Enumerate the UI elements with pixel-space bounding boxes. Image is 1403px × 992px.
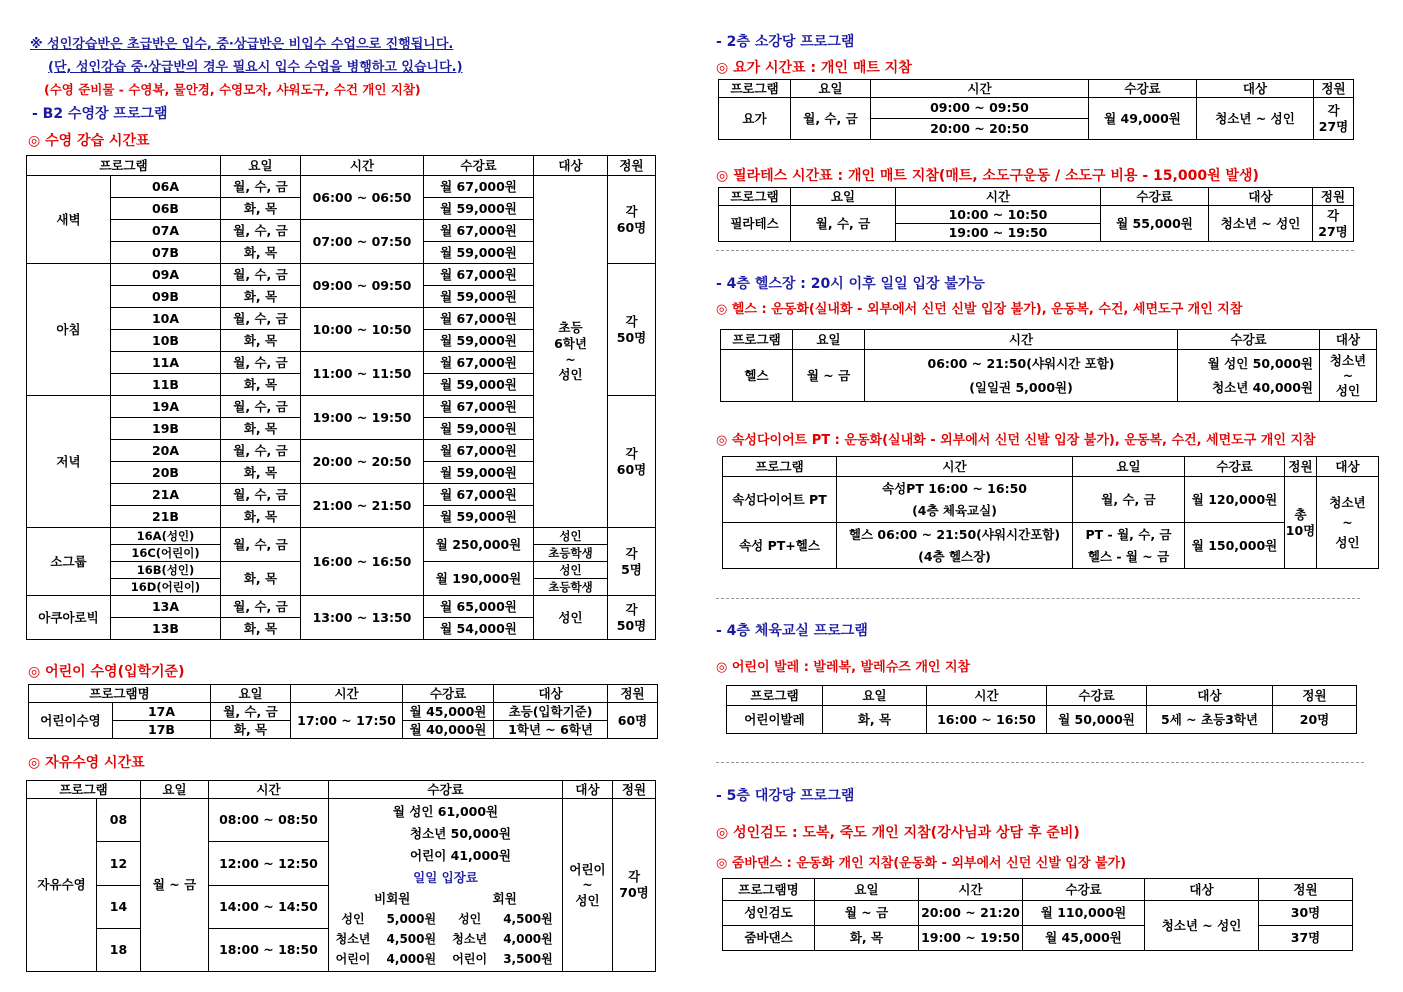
gym-title: ◎ 헬스 : 운동화(실내화 - 외부에서 신던 신발 입장 불가), 운동복, 수건, 세면도구 개인 지참 xyxy=(716,302,1243,317)
th-program: 프로그램명 xyxy=(723,879,815,901)
class-fee: 월 67,000원 xyxy=(424,396,534,418)
class-day: 월, 수, 금 xyxy=(211,703,291,721)
th-fee: 수강료 xyxy=(1178,330,1320,350)
th-program: 프로그램 xyxy=(27,781,141,799)
free-fee-cell xyxy=(329,799,563,972)
th-day: 요일 xyxy=(221,156,301,176)
class-fee: 월 67,000원 xyxy=(424,484,534,506)
th-day: 요일 xyxy=(791,188,896,206)
class-day: 월, 수, 금 xyxy=(221,484,301,506)
swim-table xyxy=(26,155,656,640)
program-name: 자유수영 xyxy=(27,799,97,972)
th-day: 요일 xyxy=(823,686,927,706)
th-fee: 수강료 xyxy=(1089,80,1197,98)
program-name: 속성다이어트 PT xyxy=(723,477,837,523)
class-code: 17B xyxy=(113,721,211,739)
daily-cell: 3,500원 xyxy=(503,952,553,966)
daily-head-nonmember: 비회원 xyxy=(374,891,411,906)
th-cap: 정원 xyxy=(1313,188,1354,206)
th-time: 시간 xyxy=(291,685,403,703)
group-evening: 저녁 xyxy=(27,396,111,528)
b2-title: - B2 수영장 프로그램 xyxy=(32,106,168,122)
fee-child: 어린이 41,000원 xyxy=(410,848,511,863)
class-fee: 월 59,000원 xyxy=(424,418,534,440)
group-aqua: 아쿠아로빅 xyxy=(27,596,111,640)
class-day: 화, 목 xyxy=(221,330,301,352)
class-fee: 월 110,000원 xyxy=(1023,901,1145,926)
yoga-table xyxy=(718,79,1354,140)
th-target: 대상 xyxy=(563,781,613,799)
class-time: 21:00 ~ 21:50 xyxy=(301,484,424,528)
divider xyxy=(716,598,1360,599)
program-name: 요가 xyxy=(719,98,791,140)
ballet-table xyxy=(726,685,1357,734)
pt-table xyxy=(722,456,1379,569)
class-day: 월, 수, 금 xyxy=(221,264,301,286)
group-morning: 아침 xyxy=(27,264,111,396)
class-cap: 30명 xyxy=(1259,901,1353,926)
th-program: 프로그램 xyxy=(27,156,221,176)
class-cap: 37명 xyxy=(1259,926,1353,951)
class-day: 월, 수, 금 xyxy=(791,206,896,242)
class-code: 09A xyxy=(111,264,221,286)
class-time: 09:00 ~ 09:50 xyxy=(871,98,1089,119)
th-cap: 정원 xyxy=(1314,80,1354,98)
class-target: 청소년 ~ 성인 xyxy=(1145,901,1259,951)
daily-cell: 성인 xyxy=(458,912,482,926)
th-fee: 수강료 xyxy=(1185,457,1285,477)
th-target: 대상 xyxy=(1197,80,1314,98)
class-fee: 월 150,000원 xyxy=(1185,523,1285,569)
class-fee: 월 250,000원 xyxy=(424,528,534,562)
class-time: 17:00 ~ 17:50 xyxy=(291,703,403,739)
class-day: 월, 수, 금 xyxy=(221,396,301,418)
program-name: 속성 PT+헬스 xyxy=(723,523,837,569)
class-fee: 월 67,000원 xyxy=(424,176,534,198)
class-time: 08:00 ~ 08:50 xyxy=(209,799,329,842)
class-fee: 월 67,000원 xyxy=(424,440,534,462)
class-cap: 60명 xyxy=(608,703,658,739)
class-cap: 각 27명 xyxy=(1314,98,1354,140)
class-fee: 월 59,000원 xyxy=(424,242,534,264)
group-small: 소그룹 xyxy=(27,528,111,596)
class-time: 16:00 ~ 16:50 xyxy=(927,706,1047,734)
th-cap: 정원 xyxy=(1285,457,1317,477)
th-day: 요일 xyxy=(793,330,865,350)
class-code: 16A(성인) xyxy=(111,528,221,545)
program-name: 성인검도 xyxy=(723,901,815,926)
class-time: 헬스 06:00 ~ 21:50(샤워시간포함) (4층 헬스장) xyxy=(837,523,1073,569)
class-target: 청소년 ~ 성인 xyxy=(1317,477,1379,569)
group-dawn: 새벽 xyxy=(27,176,111,264)
th-day: 요일 xyxy=(1073,457,1185,477)
cap-small: 각 5명 xyxy=(608,528,656,596)
th-day: 요일 xyxy=(211,685,291,703)
class-day: 월, 수, 금 xyxy=(221,352,301,374)
class-time: 19:00 ~ 19:50 xyxy=(896,224,1101,242)
class-fee: 월 59,000원 xyxy=(424,286,534,308)
class-target: 청소년 ~ 성인 xyxy=(1197,98,1314,140)
class-code: 16D(어린이) xyxy=(111,579,221,596)
class-code: 19B xyxy=(111,418,221,440)
th-program: 프로그램 xyxy=(723,457,837,477)
th-day: 요일 xyxy=(815,879,919,901)
class-time: 18:00 ~ 18:50 xyxy=(209,928,329,971)
class-fee: 월 67,000원 xyxy=(424,264,534,286)
th-fee: 수강료 xyxy=(1101,188,1209,206)
th-target: 대상 xyxy=(1317,457,1379,477)
class-fee: 월 67,000원 xyxy=(424,352,534,374)
class-fee: 월 59,000원 xyxy=(424,374,534,396)
class-time: 20:00 ~ 20:50 xyxy=(301,440,424,484)
th-target: 대상 xyxy=(494,685,608,703)
th-program: 프로그램명 xyxy=(29,685,211,703)
th-fee: 수강료 xyxy=(424,156,534,176)
class-cap: 20명 xyxy=(1273,706,1357,734)
class-fee: 월 120,000원 xyxy=(1185,477,1285,523)
kids-title: ◎ 어린이 수영(입학기준) xyxy=(28,664,185,680)
class-code: 06B xyxy=(111,198,221,220)
daily-cell: 어린이 xyxy=(335,952,371,966)
class-fee: 월 45,000원 xyxy=(403,703,494,721)
class-day: 월 ~ 금 xyxy=(815,901,919,926)
class-day: 월, 수, 금 xyxy=(221,528,301,562)
program-name: 헬스 xyxy=(721,350,793,402)
f4b-title: - 4층 체육교실 프로그램 xyxy=(716,623,868,639)
class-time: 10:00 ~ 10:50 xyxy=(896,206,1101,224)
cap-dawn: 각 60명 xyxy=(608,176,656,264)
class-time: 16:00 ~ 16:50 xyxy=(301,528,424,596)
class-day: 월, 수, 금 xyxy=(221,596,301,618)
class-fee: 월 190,000원 xyxy=(424,562,534,596)
free-target: 어린이 ~ 성인 xyxy=(563,799,613,972)
class-cap: 총 10명 xyxy=(1285,477,1317,569)
class-target: 성인 xyxy=(534,562,608,579)
gym-table xyxy=(720,329,1377,402)
class-target: 1학년 ~ 6학년 xyxy=(494,721,608,739)
class-fee: 월 65,000원 xyxy=(424,596,534,618)
f5-table xyxy=(722,878,1353,951)
daily-cell: 4,500원 xyxy=(503,912,553,926)
class-day: 월, 수, 금 xyxy=(221,220,301,242)
class-day: 화, 목 xyxy=(221,242,301,264)
th-fee: 수강료 xyxy=(1047,686,1147,706)
divider xyxy=(716,762,1364,763)
pil-table xyxy=(718,187,1354,242)
th-cap: 정원 xyxy=(1259,879,1353,901)
class-target: 초등(입학기준) xyxy=(494,703,608,721)
cap-aqua: 각 50명 xyxy=(608,596,656,640)
class-day: 화, 목 xyxy=(221,418,301,440)
class-code: 12 xyxy=(97,842,141,885)
zumba-title: ◎ 줌바댄스 : 운동화 개인 지참(운동화 - 외부에서 신던 신발 입장 불가) xyxy=(716,856,1127,871)
class-day: 월, 수, 금 xyxy=(791,98,871,140)
class-time: 19:00 ~ 19:50 xyxy=(919,926,1023,951)
th-cap: 정원 xyxy=(613,781,656,799)
class-fee: 월 59,000원 xyxy=(424,198,534,220)
daily-cell: 4,000원 xyxy=(386,952,437,966)
class-code: 07A xyxy=(111,220,221,242)
th-time: 시간 xyxy=(896,188,1101,206)
th-day: 요일 xyxy=(141,781,209,799)
kendo-title: ◎ 성인검도 : 도복, 죽도 개인 지참(강사님과 상담 후 준비) xyxy=(716,825,1080,841)
daily-cell: 청소년 xyxy=(335,932,371,946)
class-day: 화, 목 xyxy=(221,286,301,308)
class-code: 14 xyxy=(97,885,141,928)
th-time: 시간 xyxy=(871,80,1089,98)
class-time: 20:00 ~ 20:50 xyxy=(871,119,1089,140)
f4-title: - 4층 헬스장 : 20시 이후 일일 입장 불가능 xyxy=(716,276,985,292)
class-code: 13A xyxy=(111,596,221,618)
class-fee: 월 40,000원 xyxy=(403,721,494,739)
class-target: 성인 xyxy=(534,596,608,640)
swim-title: ◎ 수영 강습 시간표 xyxy=(28,133,150,149)
note-line2: (단, 성인강습 중·상급반의 경우 필요시 입수 수업을 병행하고 있습니다.) xyxy=(48,60,463,75)
class-day: 화, 목 xyxy=(815,926,919,951)
class-day: 화, 목 xyxy=(823,706,927,734)
th-time: 시간 xyxy=(837,457,1073,477)
cap-morning: 각 50명 xyxy=(608,264,656,396)
divider xyxy=(716,250,1354,251)
class-code: 19A xyxy=(111,396,221,418)
class-time: 20:00 ~ 21:20 xyxy=(919,901,1023,926)
class-fee: 월 67,000원 xyxy=(424,220,534,242)
class-day: 월, 수, 금 xyxy=(1073,477,1185,523)
f5-title: - 5층 대강당 프로그램 xyxy=(716,788,855,804)
class-code: 18 xyxy=(97,928,141,971)
class-time: 06:00 ~ 06:50 xyxy=(301,176,424,220)
th-time: 시간 xyxy=(865,330,1178,350)
class-day: 월 ~ 금 xyxy=(793,350,865,402)
class-fee: 월 54,000원 xyxy=(424,618,534,640)
class-target: 초등학생 xyxy=(534,579,608,596)
th-time: 시간 xyxy=(209,781,329,799)
class-code: 16C(어린이) xyxy=(111,545,221,562)
free-table xyxy=(26,780,656,972)
fee-adult: 월 성인 61,000원 xyxy=(392,804,499,819)
class-target: 청소년 ~ 성인 xyxy=(1209,206,1313,242)
class-time: 13:00 ~ 13:50 xyxy=(301,596,424,640)
th-cap: 정원 xyxy=(608,156,656,176)
class-time: 19:00 ~ 19:50 xyxy=(301,396,424,440)
th-fee: 수강료 xyxy=(403,685,494,703)
daily-cell: 4,500원 xyxy=(386,932,437,946)
th-fee: 수강료 xyxy=(329,781,563,799)
th-fee: 수강료 xyxy=(1023,879,1145,901)
kids-table xyxy=(28,684,658,739)
class-fee: 월 49,000원 xyxy=(1089,98,1197,140)
class-day: 화, 목 xyxy=(221,562,301,596)
th-program: 프로그램 xyxy=(721,330,793,350)
class-code: 17A xyxy=(113,703,211,721)
th-target: 대상 xyxy=(534,156,608,176)
class-day: 화, 목 xyxy=(221,618,301,640)
cap-evening: 각 60명 xyxy=(608,396,656,528)
th-program: 프로그램 xyxy=(727,686,823,706)
free-title: ◎ 자유수영 시간표 xyxy=(28,755,145,771)
daily-cell: 청소년 xyxy=(452,932,488,946)
th-cap: 정원 xyxy=(1273,686,1357,706)
th-cap: 정원 xyxy=(608,685,658,703)
daily-head-member: 회원 xyxy=(492,891,517,906)
class-time: 11:00 ~ 11:50 xyxy=(301,352,424,396)
th-target: 대상 xyxy=(1145,879,1259,901)
th-program: 프로그램 xyxy=(719,80,791,98)
class-day: 월, 수, 금 xyxy=(221,308,301,330)
class-code: 16B(성인) xyxy=(111,562,221,579)
class-day: 화, 목 xyxy=(221,374,301,396)
class-code: 08 xyxy=(97,799,141,842)
class-code: 11A xyxy=(111,352,221,374)
class-time: 10:00 ~ 10:50 xyxy=(301,308,424,352)
class-day: 월 ~ 금 xyxy=(141,799,209,972)
class-cap: 각 27명 xyxy=(1313,206,1354,242)
class-fee: 월 59,000원 xyxy=(424,462,534,484)
th-time: 시간 xyxy=(301,156,424,176)
class-day: 화, 목 xyxy=(221,506,301,528)
th-target: 대상 xyxy=(1147,686,1273,706)
f2-title: - 2층 소강당 프로그램 xyxy=(716,34,855,50)
daily-cell: 어린이 xyxy=(452,952,488,966)
pt-title: ◎ 속성다이어트 PT : 운동화(실내화 - 외부에서 신던 신발 입장 불가), 운동복, 수건, 세면도구 개인 지참 xyxy=(716,433,1316,448)
pil-title: ◎ 필라테스 시간표 : 개인 매트 지참(매트, 소도구운동 / 소도구 비용 - 15,000원 발생) xyxy=(716,168,1259,184)
class-day: 화, 목 xyxy=(221,198,301,220)
class-day: 월, 수, 금 xyxy=(221,176,301,198)
class-fee: 월 55,000원 xyxy=(1101,206,1209,242)
class-target: 청소년 ~ 성인 xyxy=(1320,350,1377,402)
class-code: 21A xyxy=(111,484,221,506)
program-name: 어린이수영 xyxy=(29,703,113,739)
th-time: 시간 xyxy=(927,686,1047,706)
ballet-title: ◎ 어린이 발레 : 발레복, 발레슈즈 개인 지참 xyxy=(716,660,971,675)
note-line3: (수영 준비물 - 수영복, 물안경, 수영모자, 샤워도구, 수건 개인 지참) xyxy=(44,82,421,97)
program-name: 줌바댄스 xyxy=(723,926,815,951)
class-time: 09:00 ~ 09:50 xyxy=(301,264,424,308)
class-fee: 월 50,000원 xyxy=(1047,706,1147,734)
th-target: 대상 xyxy=(1209,188,1313,206)
class-code: 07B xyxy=(111,242,221,264)
class-code: 21B xyxy=(111,506,221,528)
fee-youth: 청소년 50,000원 xyxy=(410,826,511,841)
class-target: 성인 xyxy=(534,528,608,545)
class-code: 09B xyxy=(111,286,221,308)
note-line1: ※ 성인강습반은 초급반은 입수, 중·상급반은 비입수 수업으로 진행됩니다. xyxy=(30,37,454,52)
th-time: 시간 xyxy=(919,879,1023,901)
daily-cell: 4,000원 xyxy=(503,932,553,946)
class-time: 12:00 ~ 12:50 xyxy=(209,842,329,885)
daily-cell: 성인 xyxy=(341,912,365,926)
class-day: 월, 수, 금 xyxy=(221,440,301,462)
daily-label: 일일 입장료 xyxy=(413,870,478,885)
class-time: 속성PT 16:00 ~ 16:50 (4층 체육교실) xyxy=(837,477,1073,523)
class-time: 14:00 ~ 14:50 xyxy=(209,885,329,928)
class-fee: 월 59,000원 xyxy=(424,506,534,528)
class-fee: 월 59,000원 xyxy=(424,330,534,352)
class-day: PT - 월, 수, 금 헬스 - 월 ~ 금 xyxy=(1073,523,1185,569)
target-main: 초등 6학년 ~ 성인 xyxy=(534,176,608,528)
class-fee: 월 45,000원 xyxy=(1023,926,1145,951)
class-code: 13B xyxy=(111,618,221,640)
class-target: 초등학생 xyxy=(534,545,608,562)
class-code: 20A xyxy=(111,440,221,462)
daily-cell: 5,000원 xyxy=(386,912,437,926)
th-target: 대상 xyxy=(1320,330,1377,350)
class-day: 화, 목 xyxy=(211,721,291,739)
class-code: 20B xyxy=(111,462,221,484)
class-code: 06A xyxy=(111,176,221,198)
th-program: 프로그램 xyxy=(719,188,791,206)
class-day: 화, 목 xyxy=(221,462,301,484)
class-code: 10B xyxy=(111,330,221,352)
yoga-title: ◎ 요가 시간표 : 개인 매트 지참 xyxy=(716,60,912,76)
free-cap: 각 70명 xyxy=(613,799,656,972)
class-target: 5세 ~ 초등3학년 xyxy=(1147,706,1273,734)
class-fee: 월 성인 50,000원 청소년 40,000원 xyxy=(1178,350,1320,402)
class-time: 07:00 ~ 07:50 xyxy=(301,220,424,264)
class-code: 11B xyxy=(111,374,221,396)
program-name: 어린이발레 xyxy=(727,706,823,734)
class-fee: 월 67,000원 xyxy=(424,308,534,330)
program-name: 필라테스 xyxy=(719,206,791,242)
class-time: 06:00 ~ 21:50(샤워시간 포함) (일일권 5,000원) xyxy=(865,350,1178,402)
class-code: 10A xyxy=(111,308,221,330)
th-day: 요일 xyxy=(791,80,871,98)
